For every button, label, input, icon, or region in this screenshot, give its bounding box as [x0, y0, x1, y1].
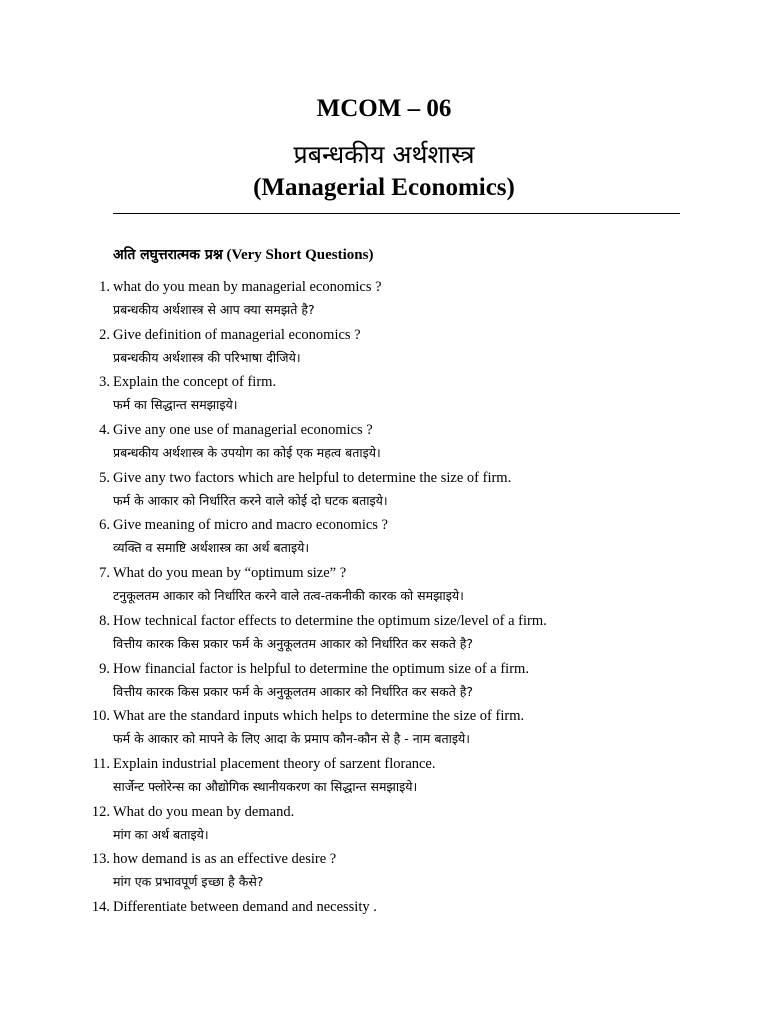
question-text-english: Explain the concept of firm.: [113, 374, 277, 391]
question-number: 6.: [99, 517, 110, 534]
question-item: [0, 613, 768, 661]
question-number: 12.: [91, 803, 110, 820]
question-item: [0, 899, 768, 947]
header-divider: [113, 213, 680, 214]
question-text-hindi: वित्तीय कारक किस प्रकार फर्म के अनुकूलतम आकार को निर्धारित कर सकते है?: [113, 683, 474, 699]
question-item: [0, 422, 768, 470]
question-text-hindi: प्रबन्धकीय अर्थशास्त्र की परिभाषा दीजिये।: [113, 349, 301, 365]
question-text-hindi: प्रबन्धकीय अर्थशास्त्र से आप क्या समझते है?: [113, 302, 315, 317]
question-number: 9.: [99, 660, 110, 677]
question-number: 1.: [99, 279, 110, 295]
question-item: [0, 804, 768, 852]
question-item: [0, 374, 768, 422]
question-text-hindi: टनुकूलतम आकार को निर्धारित करने वाले तत्व-तकनीकी कारक को समझाइये।: [113, 588, 464, 604]
question-item: [0, 470, 768, 518]
question-number: 2.: [99, 326, 110, 343]
section-title-english: (Very Short Questions): [226, 247, 374, 263]
question-number: 7.: [99, 565, 110, 582]
course-code: MCOM – 06: [316, 95, 452, 122]
question-text-english: how demand is as an effective desire ?: [113, 851, 337, 868]
question-text-hindi: व्यक्ति व समाष्टि अर्थशास्त्र का अर्थ बताइये।: [113, 540, 310, 556]
question-text-english: Give definition of managerial economics ?: [113, 326, 361, 343]
question-text-hindi: मांग एक प्रभावपूर्ण इच्छा है कैसे?: [113, 874, 264, 890]
question-text-english: Explain industrial placement theory of sarzent florance.: [113, 755, 436, 772]
question-list: [0, 279, 768, 947]
title-hindi: प्रबन्धकीय अर्थशास्त्र: [293, 140, 475, 169]
question-number: 14.: [91, 898, 110, 915]
question-text-english: what do you mean by managerial economics ?: [113, 279, 382, 295]
section-heading: [113, 245, 373, 264]
question-number: 11.: [92, 755, 110, 772]
title-english: (Managerial Economics): [253, 174, 515, 201]
question-item: [0, 279, 768, 327]
question-item: [0, 756, 768, 804]
question-item: [0, 517, 768, 565]
question-item: [0, 565, 768, 613]
question-number: 13.: [91, 851, 110, 868]
question-text-english: Give any two factors which are helpful to determine the size of firm.: [113, 469, 512, 486]
question-text-hindi: फर्म के आकार को मापने के लिए आदा के प्रमाप कौन-कौन से है - नाम बताइये।: [113, 731, 470, 747]
question-text-english: Give any one use of managerial economics ?: [113, 422, 373, 439]
question-item: [0, 327, 768, 375]
question-text-english: What do you mean by “optimum size” ?: [113, 565, 347, 582]
question-text-english: What do you mean by demand.: [113, 803, 295, 820]
section-title-hindi: अति लघुत्तरात्मक प्रश्न: [113, 247, 223, 263]
question-text-english: Give meaning of micro and macro economics ?: [113, 517, 388, 534]
question-text-hindi: मांग का अर्थ बताइये।: [113, 826, 209, 842]
question-text-hindi: प्रबन्धकीय अर्थशास्त्र के उपयोग का कोई एक महत्व बताइये।: [113, 445, 381, 461]
question-item: [0, 661, 768, 709]
question-text-hindi: सार्जेन्ट फ्लोरेन्स का औद्योगिक स्थानीयकरण का सिद्धान्त समझाइये।: [113, 778, 418, 794]
question-text-hindi: फर्म का सिद्धान्त समझाइये।: [113, 397, 238, 413]
question-text-english: Differentiate between demand and necessity .: [113, 898, 377, 915]
question-number: 4.: [99, 422, 110, 439]
question-item: [0, 851, 768, 899]
question-number: 3.: [99, 374, 110, 391]
question-number: 8.: [99, 612, 110, 629]
question-text-english: How technical factor effects to determine the optimum size/level of a firm.: [113, 612, 547, 629]
question-text-hindi: फर्म के आकार को निर्धारित करने वाले कोई दो घटक बताइये।: [113, 492, 388, 508]
question-text-english: How financial factor is helpful to determine the optimum size of a firm.: [113, 660, 529, 677]
question-number: 10.: [91, 708, 110, 725]
question-number: 5.: [99, 469, 110, 486]
question-text-hindi: वित्तीय कारक किस प्रकार फर्म के अनुकूलतम आकार को निर्धारित कर सकते है?: [113, 635, 474, 651]
question-item: [0, 708, 768, 756]
question-text-english: What are the standard inputs which helps to determine the size of firm.: [113, 708, 525, 725]
